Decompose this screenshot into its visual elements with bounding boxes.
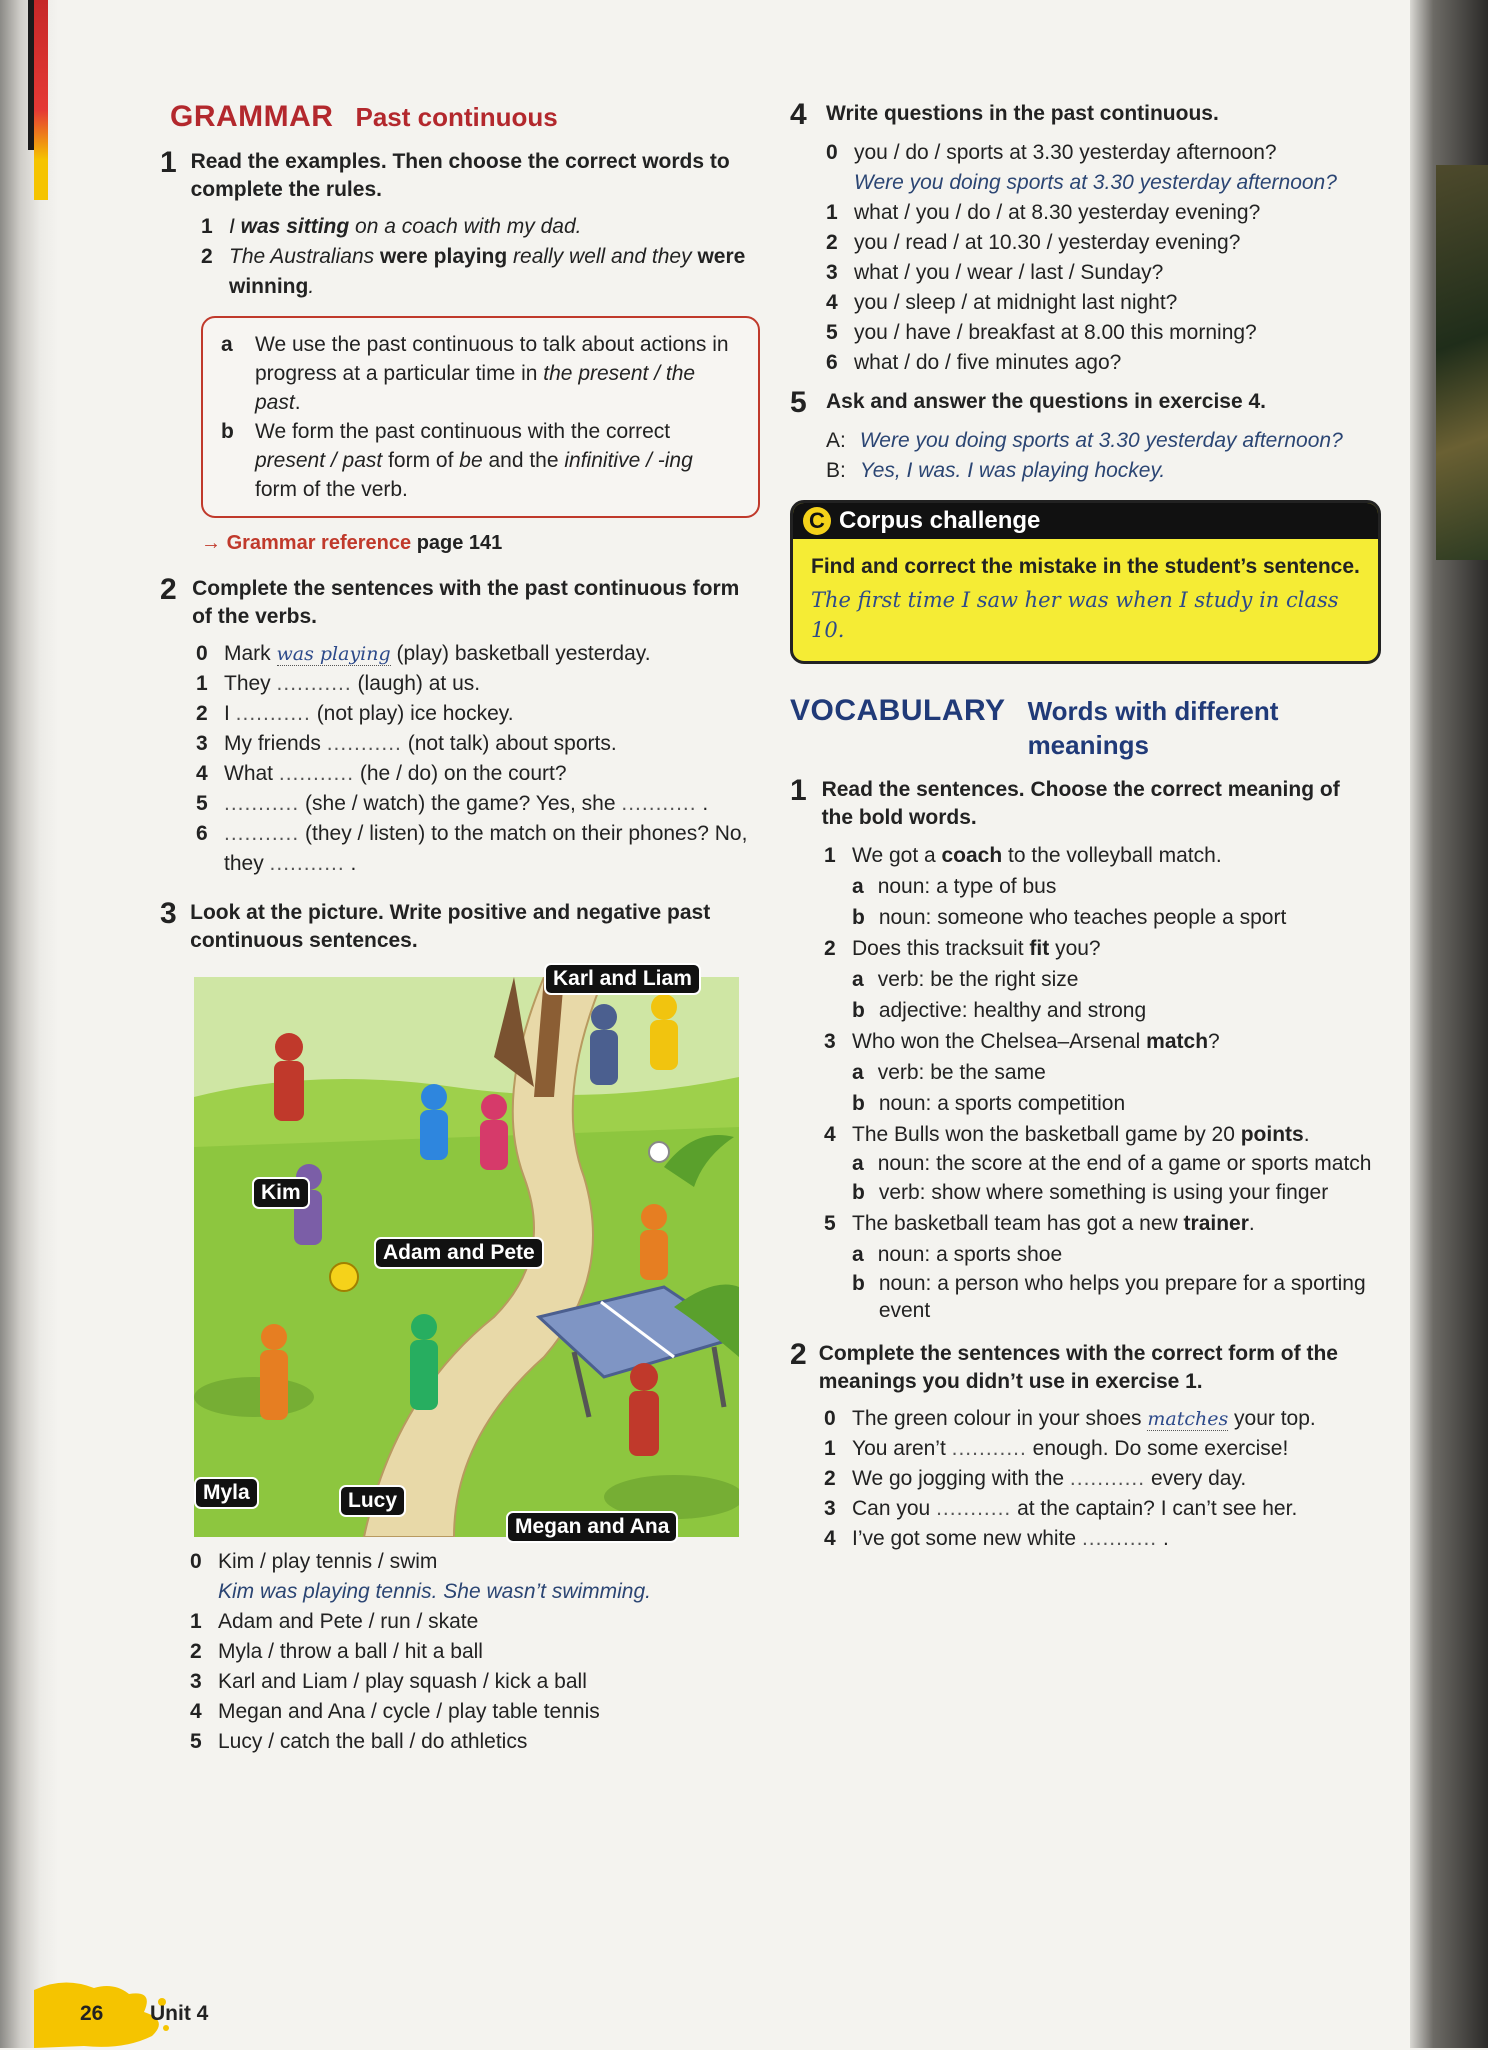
item-text: what / do / five minutes ago? [854, 351, 1122, 374]
corpus-challenge-title: Corpus challenge [839, 507, 1041, 534]
item-number: 2 [824, 1467, 836, 1490]
item-text: We got a [852, 844, 942, 867]
list-item [190, 1607, 760, 1637]
option-text: noun: a sports shoe [877, 1243, 1063, 1266]
option[interactable] [852, 1088, 1375, 1119]
rule-a [221, 330, 740, 417]
rule-text: and the [482, 449, 565, 472]
answer-blank[interactable]: ........... [235, 702, 311, 725]
example-text: I [229, 215, 241, 238]
rule-text: We use the past continuous to talk about actions in progress at a particular time in [255, 333, 729, 385]
option-letter: a [852, 1152, 864, 1175]
item-number: 0 [824, 1407, 836, 1430]
item-text: Mark [224, 642, 277, 665]
option-text: verb: be the same [877, 1061, 1046, 1084]
item-text: you / read / at 10.30 / yesterday evening? [854, 231, 1241, 254]
option-letter: a [852, 875, 864, 898]
list-item [826, 318, 1375, 348]
item-number: 1 [190, 1610, 202, 1633]
exercise-instruction: Look at the picture. Write positive and negative past continuous sentences. [190, 901, 711, 952]
rule-options[interactable]: infinitive / -ing [564, 449, 693, 472]
list-item [196, 729, 760, 759]
speaker-label: B: [826, 459, 846, 482]
item-number: 5 [824, 1212, 836, 1235]
item-text: We go jogging with the [852, 1467, 1070, 1490]
vocabulary-exercise-2 [790, 1340, 1375, 1396]
handwritten-answer: matches [1147, 1408, 1229, 1430]
list-item [824, 1494, 1375, 1524]
exercise-number: 2 [160, 573, 177, 606]
label-lucy: Lucy [339, 1485, 406, 1517]
item-number: 0 [196, 642, 208, 665]
answer-blank[interactable]: ........... [326, 732, 402, 755]
exercise-number: 5 [790, 386, 807, 419]
item-number: 4 [824, 1527, 836, 1550]
option-text: noun: a type of bus [877, 875, 1057, 898]
item-number-spacer [826, 168, 840, 198]
answer-blank[interactable]: ........... [278, 762, 355, 785]
item-text: you / do / sports at 3.30 yesterday afternoon? [854, 141, 1277, 164]
label-megan-and-ana: Megan and Ana [506, 1511, 678, 1543]
dialogue-line-a [826, 426, 1375, 456]
grammar-exercise-2 [160, 575, 760, 631]
item-number: 3 [826, 261, 838, 284]
option-text: noun: a sports competition [878, 1092, 1126, 1115]
example-answer-text: Were you doing sports at 3.30 yesterday afternoon? [854, 171, 1337, 194]
item-text: enough. Do some exercise! [1026, 1437, 1289, 1460]
exercise-number: 1 [790, 774, 807, 807]
rule-letter: b [221, 420, 234, 443]
option[interactable] [852, 1057, 1375, 1088]
list-item [826, 228, 1375, 258]
item-number-spacer [190, 1577, 204, 1607]
label-myla: Myla [194, 1477, 259, 1509]
grammar-exercise-3 [160, 899, 760, 955]
item-text: (play) basketball yesterday. [390, 642, 651, 665]
answer-blank[interactable]: ........... [621, 792, 697, 815]
list-item [196, 669, 760, 699]
option[interactable] [852, 964, 1375, 995]
example-bold: were playing [379, 245, 508, 268]
option-letter: b [852, 906, 865, 929]
example-bold: were winning [229, 245, 746, 298]
grammar-exercise-4 [790, 100, 1375, 130]
item-text: your top. [1228, 1407, 1316, 1430]
item-text: What [224, 762, 279, 785]
option-letter: b [852, 1272, 865, 1295]
option-text: noun: someone who teaches people a sport [878, 906, 1287, 929]
label-karl-and-liam: Karl and Liam [544, 963, 701, 995]
item-number: 3 [196, 732, 208, 755]
item-text: My friends [224, 732, 327, 755]
item-number: 3 [824, 1497, 836, 1520]
option-text: noun: the score at the end of a game or sports match [877, 1152, 1372, 1175]
exercise-instruction: Ask and answer the questions in exercise 4. [826, 390, 1267, 413]
item-text: The Bulls won the basketball game by 20 [852, 1123, 1241, 1146]
left-column [160, 100, 760, 1757]
item-text: Lucy / catch the ball / do athletics [218, 1730, 528, 1753]
item-number: 4 [190, 1700, 202, 1723]
item-text: you / sleep / at midnight last night? [854, 291, 1178, 314]
option[interactable] [852, 871, 1375, 902]
list-item [824, 1208, 1375, 1239]
exercise-instruction: Complete the sentences with the past continuous form of the verbs. [192, 577, 740, 628]
rule-text: . [294, 391, 301, 414]
item-text: They [224, 672, 277, 695]
item-text: . [344, 852, 357, 875]
list-item [196, 789, 760, 819]
rule-options[interactable]: present / past [255, 449, 383, 472]
exercise-instruction: Read the sentences. Choose the correct meaning of the bold words. [821, 778, 1340, 829]
exercise-number: 2 [790, 1338, 807, 1371]
corpus-student-sentence: The first time I saw her was when I study in class 10. [811, 588, 1339, 642]
speaker-label: A: [826, 429, 846, 452]
list-item [826, 198, 1375, 228]
list-item [196, 639, 760, 669]
item-number: 2 [824, 937, 836, 960]
item-text: The basketball team has got a new [852, 1212, 1184, 1235]
answer-blank[interactable]: ........... [936, 1497, 1012, 1520]
option[interactable] [852, 995, 1375, 1026]
item-number: 5 [826, 321, 838, 344]
example-answer [190, 1577, 760, 1607]
arrow-right-icon: → [201, 532, 221, 554]
unit-label: Unit 4 [150, 2002, 209, 2025]
option-text: noun: a person who helps you prepare for a sporting event [878, 1272, 1366, 1322]
example-answer [826, 168, 1375, 198]
next-page-photo-edge [1436, 165, 1488, 560]
example-answer-text: Kim was playing tennis. She wasn’t swimming. [218, 1580, 652, 1603]
item-text: Megan and Ana / cycle / play table tennis [218, 1700, 600, 1723]
exercise-4-items [826, 138, 1375, 378]
book-spine-shadow [0, 0, 58, 2048]
item-text: Adam and Pete / run / skate [218, 1610, 479, 1633]
item-text: You aren’t [852, 1437, 952, 1460]
option-letter: b [852, 1181, 865, 1204]
item-text: (not play) ice hockey. [310, 702, 514, 725]
option-letter: b [852, 1092, 865, 1115]
corpus-logo-icon: C [803, 507, 831, 535]
dialogue-text: Yes, I was. I was playing hockey. [859, 459, 1166, 482]
example-text: on a coach with my dad. [349, 215, 582, 238]
item-text: Karl and Liam / play squash / kick a ball [218, 1670, 587, 1693]
rule-text: form of the verb. [255, 478, 408, 501]
item-text: ? [1208, 1030, 1220, 1053]
option-text: verb: be the right size [877, 968, 1079, 991]
item-text: I’ve got some new white [852, 1527, 1082, 1550]
handwritten-answer: was playing [276, 643, 391, 665]
bold-word: match [1146, 1030, 1209, 1053]
item-number: 5 [196, 792, 208, 815]
item-text: what / you / wear / last / Sunday? [854, 261, 1164, 284]
example-item [201, 242, 760, 302]
answer-blank[interactable]: ........... [269, 852, 345, 875]
option-text: adjective: healthy and strong [878, 999, 1147, 1022]
bold-word: points [1240, 1123, 1304, 1146]
item-text: you / have / breakfast at 8.00 this morning? [854, 321, 1257, 344]
item-text: (he / do) on the court? [354, 762, 567, 785]
item-text: Can you [852, 1497, 937, 1520]
item-text: (they / listen) to the match on their phones? No, they [224, 822, 748, 875]
item-text: . [1157, 1527, 1169, 1550]
exercise-5-dialogue [826, 426, 1375, 486]
list-item [824, 1119, 1375, 1150]
option-letter: a [852, 1061, 864, 1084]
list-item [190, 1667, 760, 1697]
answer-blank[interactable]: ........... [224, 792, 300, 815]
option-text: verb: show where something is using your finger [878, 1181, 1329, 1204]
list-item [824, 1026, 1375, 1057]
item-text: every day. [1145, 1467, 1247, 1490]
rule-box [201, 316, 760, 518]
item-text: what / you / do / at 8.30 yesterday evening? [854, 201, 1261, 224]
answer-blank[interactable]: ........... [224, 822, 300, 845]
grammar-reference-page: page 141 [416, 532, 503, 554]
vocabulary-header [790, 694, 1375, 762]
option-letter: b [852, 999, 865, 1022]
list-item [826, 258, 1375, 288]
option-letter: a [852, 968, 864, 991]
list-item [190, 1727, 760, 1757]
option[interactable] [852, 1270, 1375, 1324]
item-number: 2 [201, 245, 213, 268]
rule-b [221, 417, 740, 504]
right-column [790, 100, 1375, 1554]
item-text: you? [1049, 937, 1101, 960]
rule-text: form of [382, 449, 460, 472]
list-item [824, 840, 1375, 871]
page-number: 26 [80, 2002, 104, 2025]
answer-blank[interactable]: ........... [276, 672, 352, 695]
exercise-number: 4 [790, 98, 807, 131]
corpus-challenge-header [793, 503, 1378, 539]
list-item [190, 1637, 760, 1667]
option[interactable] [852, 902, 1375, 933]
item-number: 1 [824, 1437, 836, 1460]
exercise-3-items [190, 1547, 760, 1757]
list-item [196, 819, 760, 879]
item-text: . [1248, 1212, 1255, 1235]
item-number: 1 [826, 201, 838, 224]
item-number: 5 [190, 1730, 202, 1753]
item-number: 4 [824, 1123, 836, 1146]
answer-blank[interactable]: ........... [1081, 1527, 1158, 1550]
item-text: at the captain? I can’t see her. [1011, 1497, 1298, 1520]
item-number: 2 [196, 702, 208, 725]
option-letter: a [852, 1243, 864, 1266]
grammar-exercise-1 [160, 148, 760, 204]
label-kim: Kim [252, 1177, 310, 1209]
list-item [826, 288, 1375, 318]
vocabulary-title: VOCABULARY [790, 694, 1006, 727]
grammar-header [170, 100, 760, 134]
list-item [824, 1524, 1375, 1554]
item-number: 0 [826, 141, 838, 164]
item-text: (not talk) about sports. [401, 732, 617, 755]
item-number: 3 [824, 1030, 836, 1053]
option[interactable] [852, 1239, 1375, 1270]
grammar-reference[interactable] [201, 532, 760, 555]
bold-word: fit [1029, 937, 1050, 960]
item-number: 6 [826, 351, 838, 374]
item-text: to the volleyball match. [1002, 844, 1222, 867]
option[interactable] [852, 1150, 1375, 1177]
bold-word: trainer [1183, 1212, 1249, 1235]
vocabulary-exercise-1-items [824, 840, 1375, 1324]
item-number: 2 [826, 231, 838, 254]
item-text: Does this tracksuit [852, 937, 1030, 960]
grammar-title: GRAMMAR [170, 100, 334, 133]
corpus-challenge-box [790, 500, 1381, 664]
example-list [201, 212, 760, 302]
list-item [826, 348, 1375, 378]
list-item [190, 1547, 760, 1577]
item-text: . [696, 792, 709, 815]
list-item [824, 1434, 1375, 1464]
exercise-number: 1 [160, 146, 177, 179]
sports-scene-illustration [194, 967, 739, 1538]
answer-blank[interactable]: ........... [951, 1437, 1027, 1460]
grammar-reference-label: Grammar reference [226, 532, 412, 554]
rule-letter: a [221, 333, 233, 356]
item-text: (laugh) at us. [351, 672, 481, 695]
corpus-challenge-body [793, 539, 1378, 661]
grammar-subtitle: Past continuous [355, 102, 558, 132]
item-number: 4 [196, 762, 208, 785]
item-text: Who won the Chelsea–Arsenal [852, 1030, 1147, 1053]
spine-color-strip [34, 0, 48, 200]
item-number: 6 [196, 822, 208, 845]
rule-options[interactable]: the present / the past [255, 362, 696, 414]
item-number: 3 [190, 1670, 202, 1693]
answer-blank[interactable]: ........... [1069, 1467, 1146, 1490]
item-text: Kim / play tennis / swim [218, 1550, 438, 1573]
exercise-instruction: Read the examples. Then choose the correct words to complete the rules. [190, 150, 730, 201]
list-item [824, 1404, 1375, 1434]
exercise-instruction: Write questions in the past continuous. [826, 102, 1219, 125]
item-number: 0 [190, 1550, 202, 1573]
rule-text: be [459, 449, 483, 472]
exercise-number: 3 [160, 897, 177, 930]
bold-word: coach [941, 844, 1003, 867]
dialogue-line-b [826, 456, 1375, 486]
vocabulary-subtitle: Words with different meanings [1027, 696, 1279, 760]
corpus-instruction: Find and correct the mistake in the student’s sentence. [811, 555, 1360, 578]
example-bold: was sitting [240, 215, 350, 238]
vocabulary-exercise-2-items [824, 1404, 1375, 1554]
item-number: 2 [190, 1640, 202, 1663]
item-text: The green colour in your shoes [852, 1407, 1148, 1430]
dialogue-text: Were you doing sports at 3.30 yesterday afternoon? [859, 429, 1343, 452]
list-item [824, 1464, 1375, 1494]
label-adam-and-pete: Adam and Pete [374, 1237, 544, 1269]
item-number: 1 [824, 844, 836, 867]
option[interactable] [852, 1177, 1375, 1208]
list-item [190, 1697, 760, 1727]
item-number: 4 [826, 291, 838, 314]
example-text: . [308, 275, 315, 298]
list-item [196, 759, 760, 789]
example-item [201, 212, 760, 242]
item-text: . [1303, 1123, 1310, 1146]
list-item [196, 699, 760, 729]
rule-text: We form the past continuous with the correct [255, 420, 671, 443]
list-item [824, 933, 1375, 964]
exercise-2-items [196, 639, 760, 879]
exercise-instruction: Complete the sentences with the correct form of the meanings you didn’t use in exercise 1. [818, 1342, 1338, 1393]
grammar-exercise-5 [790, 388, 1375, 418]
item-number: 1 [201, 215, 213, 238]
item-number: 1 [196, 672, 208, 695]
item-text: I [224, 702, 236, 725]
example-text: really well and they [507, 245, 698, 268]
list-item [826, 138, 1375, 168]
vocabulary-exercise-1 [790, 776, 1375, 832]
example-text: The Australians [229, 245, 380, 268]
item-text: Myla / throw a ball / hit a ball [218, 1640, 483, 1663]
item-text: (she / watch) the game? Yes, she [299, 792, 622, 815]
